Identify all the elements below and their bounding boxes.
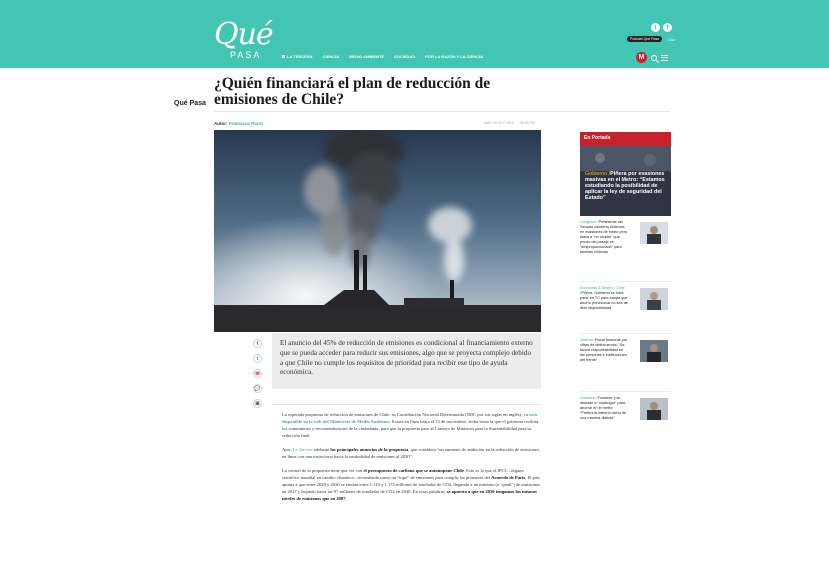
author-label: Autor: (214, 121, 228, 126)
nav-item-medio-ambiente[interactable] (349, 54, 384, 59)
smokestacks-image (214, 130, 541, 332)
paragraph: La esperada propuesta de reducción de emisiones de Chile, su Contribución Nacional Determinada (NDC por sus siglas en inglés), ya está disponible en la web del Ministerio de Medio Ambiente. Estará en línea hasta el 15 de noviembre, fecha hasta la que el gobierno recibirá los comentarios y recomendaciones de la ciudadanía, para que la propuesta pase al Consejo de Ministros para la Sustentabilidad para su redacción final. (282, 412, 539, 438)
divider (214, 111, 670, 112)
header-tools (636, 52, 668, 63)
nav-label: MEDIO AMBIENTE (349, 54, 385, 59)
paragraph: Ayer, La Tercera adelantó los principales anuncios de la propuesta, que considera “un aumento de ambición en la reducción de emisiones, en línea con una trayectoria hacia la neutralidad de emisiones al 2050”. (282, 447, 540, 459)
twitter-share-icon[interactable]: t (253, 354, 262, 363)
sidebar-en-portada (580, 132, 671, 444)
logo-wordmark: Qué (214, 17, 273, 52)
story-thumbnail (640, 288, 668, 310)
nav-item-sociedad[interactable] (394, 54, 415, 59)
facebook-icon[interactable]: f (663, 23, 672, 32)
social-links (651, 23, 672, 32)
twitter-icon[interactable]: t (651, 23, 660, 32)
nav-label: LA TERCERA (287, 54, 313, 59)
nav-label: POR LA RAZÓN Y LA CIENCIA (425, 54, 483, 59)
article-photo (214, 130, 541, 332)
paragraph: Lo central de la propuesta tiene que ver con el presupuesto de carbono que se autoimpone Chile. Esto es lo que el IPCC –órgano científico mundial en cambio climático– recomienda como un “tope” de emisiones para cumplir las promesas del Acuerdo de París. El país apunta a que entre 2020 y 2030 se emitan entre 1.110 y 1.175 millones de toneladas de CO2, llegando a un máximo (o “peak”) de emisiones en 2027 y bajando hasta las 97 millones de toneladas de CO2 en 2030. En otras palabras, se apuesta a que en 2030 tengamos los mismos niveles de emisiones que en 2007. (282, 468, 541, 501)
featured-story-text: Gobierno /Piñera por evasiones masivas en el Metro: “Estamos estudiando la posibilidad de aplicar la ley de seguridad del Estado” (585, 171, 665, 201)
page-title: ¿Quién financiará el plan de reducción de emisiones de Chile? (214, 75, 491, 108)
search-icon[interactable] (651, 55, 657, 61)
menu-icon[interactable] (661, 55, 668, 61)
comment-icon[interactable]: 💬 (254, 385, 261, 392)
nav-item-ciencia[interactable] (323, 54, 339, 59)
nav-item-por-la-razon[interactable] (425, 54, 483, 59)
sidebar-header: En Portada (580, 132, 671, 146)
la-tercera-icon (282, 55, 285, 58)
site-header (0, 0, 829, 68)
email-share-icon[interactable]: ✉ (253, 369, 262, 378)
ministerio-link[interactable]: ya está disponible en la web del Ministerio de Medio Ambiente (282, 412, 537, 424)
article-body (282, 411, 542, 509)
share-rail (253, 339, 262, 408)
story-thumbnail (640, 398, 668, 420)
featured-story[interactable] (580, 146, 671, 216)
byline (214, 121, 263, 126)
article-date: MAR 15 OCT 2019 (484, 121, 514, 125)
podcast-button[interactable]: Podcast Qué Pasa (627, 36, 662, 42)
user-menu-button[interactable]: M (636, 52, 647, 63)
main-nav (282, 54, 483, 59)
logo-subtitle: PASA (230, 50, 262, 60)
article-time: 08:39 PM (519, 121, 535, 125)
podcast-area (627, 36, 675, 42)
section-label[interactable]: Qué Pasa (174, 100, 206, 107)
site-logo[interactable] (214, 17, 273, 60)
club-link[interactable]: Club (667, 36, 676, 42)
article-meta (484, 121, 535, 125)
author-link[interactable]: Francisco Parra (228, 121, 263, 126)
divider (272, 404, 541, 405)
facebook-share-icon[interactable]: f (253, 339, 262, 348)
sidebar-story[interactable]: Economía & Dinero / Chile /Piñera: Gobierno se hará parte en TC para zanjar que ahorro previsional no sea de libre disponibilidad (580, 282, 671, 334)
story-thumbnail (640, 222, 668, 244)
story-thumbnail (640, 340, 668, 362)
print-icon[interactable]: ⊞ (253, 399, 262, 408)
la-tercera-link[interactable]: La Tercera (292, 447, 313, 452)
article-lead: El anuncio del 45% de reducción de emisiones es condicional al financiamiento externo que se pueda acceder para reducir sus emisiones, algo que se proyecta complejo debido a que Chile no cumple los requisitos de prioridad para recibir ese tipo de ayuda económica. (272, 333, 541, 389)
sidebar-story[interactable]: Congreso /Presidente del Senado condena violencia en evasiones de metro pero llama a “no olvidar” que precio del pasaje es “desproporcionado” para familias chilenas (580, 216, 671, 282)
sidebar-story[interactable]: Gobierno /Fontaine y su llamado a “madrugar” para ahorrar en el metro: “Preferiría haberlo dicho de una manera distinta” (580, 392, 671, 444)
sidebar-story[interactable]: Judicial /Fiscal Nacional por cifras de delincuencia: “Se busca responsabilidad en las personas e instituciones del frente” (580, 334, 671, 392)
nav-item-la-tercera[interactable] (282, 54, 313, 59)
nav-label: CIENCIA (322, 54, 340, 59)
nav-label: SOCIEDAD (394, 54, 416, 59)
